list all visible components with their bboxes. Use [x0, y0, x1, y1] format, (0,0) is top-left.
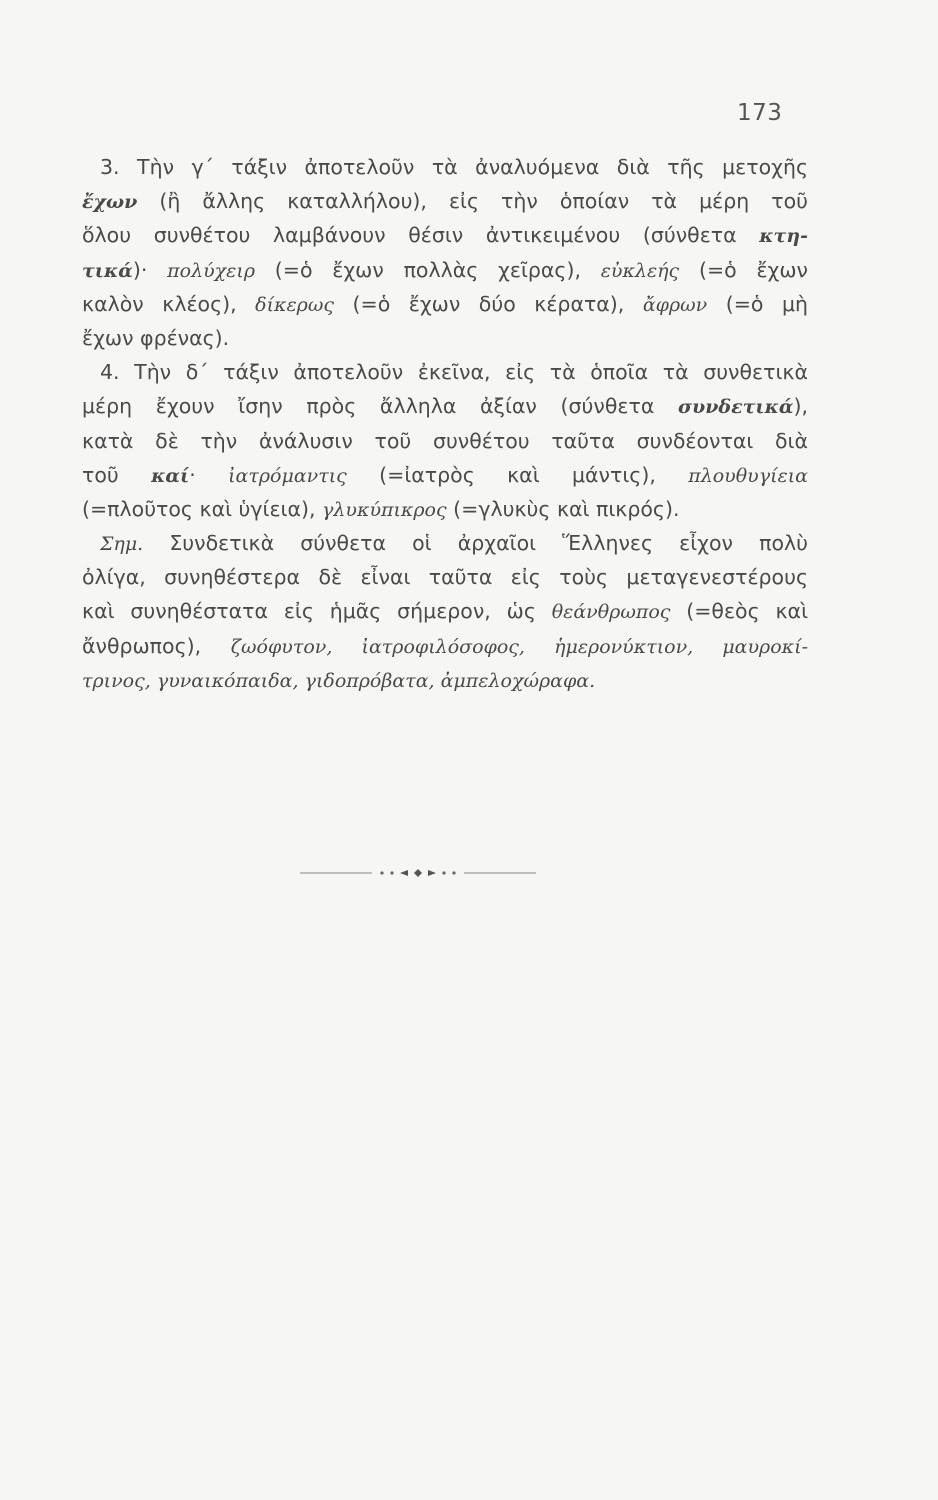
italic-example: πλουθυγίεια — [688, 464, 808, 487]
italic-example: εὐκλεής — [600, 259, 680, 282]
section-end-ornament — [300, 868, 536, 878]
text-line — [82, 150, 808, 184]
text-run: (ἢ ἄλλης καταλλήλου), εἰς τὴν ὁποίαν τὰ μέρη τοῦ — [137, 189, 808, 214]
text-line — [82, 424, 808, 458]
italic-example: Σημ. — [100, 533, 144, 556]
text-line — [82, 629, 808, 663]
text-run: κατὰ δὲ τὴν ἀνάλυσιν τοῦ συνθέτου ταῦτα συνδέονται διὰ — [82, 428, 808, 453]
italic-example: ἰατρόμαντις — [228, 464, 347, 487]
text-run: )· — [132, 257, 168, 282]
italic-example: θεάνθρωπος — [551, 601, 671, 624]
text-run: (=ὁ ἔχων δύο κέρατα), — [334, 291, 643, 316]
text-run: (=ὁ μὴ — [707, 291, 808, 316]
bold-italic-term: τικά — [82, 259, 133, 282]
bold-italic-term: συνδετικά — [678, 396, 794, 419]
bold-italic-term: ἔχων — [82, 191, 138, 214]
text-run: Συνδετικὰ σύνθετα οἱ ἀρχαῖοι Ἕλληνες εἶχον πολὺ — [143, 531, 808, 556]
text-line — [82, 594, 808, 628]
text-run: (=θεὸς καὶ — [670, 599, 809, 624]
italic-example: τρινος, γυναικόπαιδα, γιδοπρόβατα, ἀμπελοχώραφα. — [82, 669, 596, 692]
text-line — [82, 663, 808, 697]
italic-example: γλυκύπικρος — [322, 498, 447, 521]
text-run: · — [189, 462, 229, 487]
page-number: 173 — [737, 100, 783, 126]
text-line — [82, 355, 808, 389]
body-text — [82, 150, 808, 697]
italic-example: ἄφρων — [642, 293, 708, 316]
text-line — [82, 287, 808, 321]
italic-example: πολύχειρ — [167, 259, 255, 282]
text-run: 4. Τὴν δ΄ τάξιν ἀποτελοῦν ἐκεῖνα, εἰς τὰ ὁποῖα τὰ συνθετικὰ — [100, 360, 808, 385]
text-run: (=ὁ ἔχων — [679, 257, 809, 282]
text-line — [82, 253, 808, 287]
bold-italic-term: καί — [151, 464, 190, 487]
italic-example: ζωόφυτον, ἰατροφιλόσοφος, ἡμερονύκτιον, μαυροκί- — [230, 635, 808, 658]
text-line — [82, 560, 808, 594]
bold-italic-term: κτη- — [759, 225, 808, 248]
text-line — [82, 526, 808, 560]
text-run: μέρη ἔχουν ἴσην πρὸς ἄλληλα ἀξίαν (σύνθετα — [82, 394, 679, 419]
text-line — [82, 492, 808, 526]
text-run: (=ἰατρὸς καὶ μάντις), — [346, 462, 689, 487]
text-line — [82, 218, 808, 252]
text-run: τοῦ — [82, 462, 152, 487]
decorative-rule-icon — [300, 868, 536, 878]
text-run: ), — [793, 394, 808, 419]
text-run: ὀλίγα, συνηθέστερα δὲ εἶναι ταῦτα εἰς τοὺς μεταγενεστέρους — [82, 565, 808, 590]
text-run: (=ὁ ἔχων πολλὰς χεῖρας), — [255, 257, 601, 282]
text-run: καλὸν κλέος), — [82, 291, 256, 316]
text-line — [82, 389, 808, 423]
text-line — [82, 321, 808, 355]
text-run: ὅλου συνθέτου λαμβάνουν θέσιν ἀντικειμένου (σύνθετα — [82, 223, 760, 248]
text-line — [82, 458, 808, 492]
text-line — [82, 184, 808, 218]
text-run: (=γλυκὺς καὶ πικρός). — [446, 496, 680, 521]
text-run: καὶ συνηθέστατα εἰς ἡμᾶς σήμερον, ὡς — [82, 599, 552, 624]
text-run: (=πλοῦτος καὶ ὑγίεια), — [82, 496, 323, 521]
text-run: 3. Τὴν γ΄ τάξιν ἀποτελοῦν τὰ ἀναλυόμενα διὰ τῆς μετοχῆς — [100, 155, 808, 179]
text-run: ἔχων φρένας). — [82, 325, 230, 350]
italic-example: δίκερως — [255, 293, 334, 316]
text-run: ἄνθρωπος), — [82, 633, 231, 658]
